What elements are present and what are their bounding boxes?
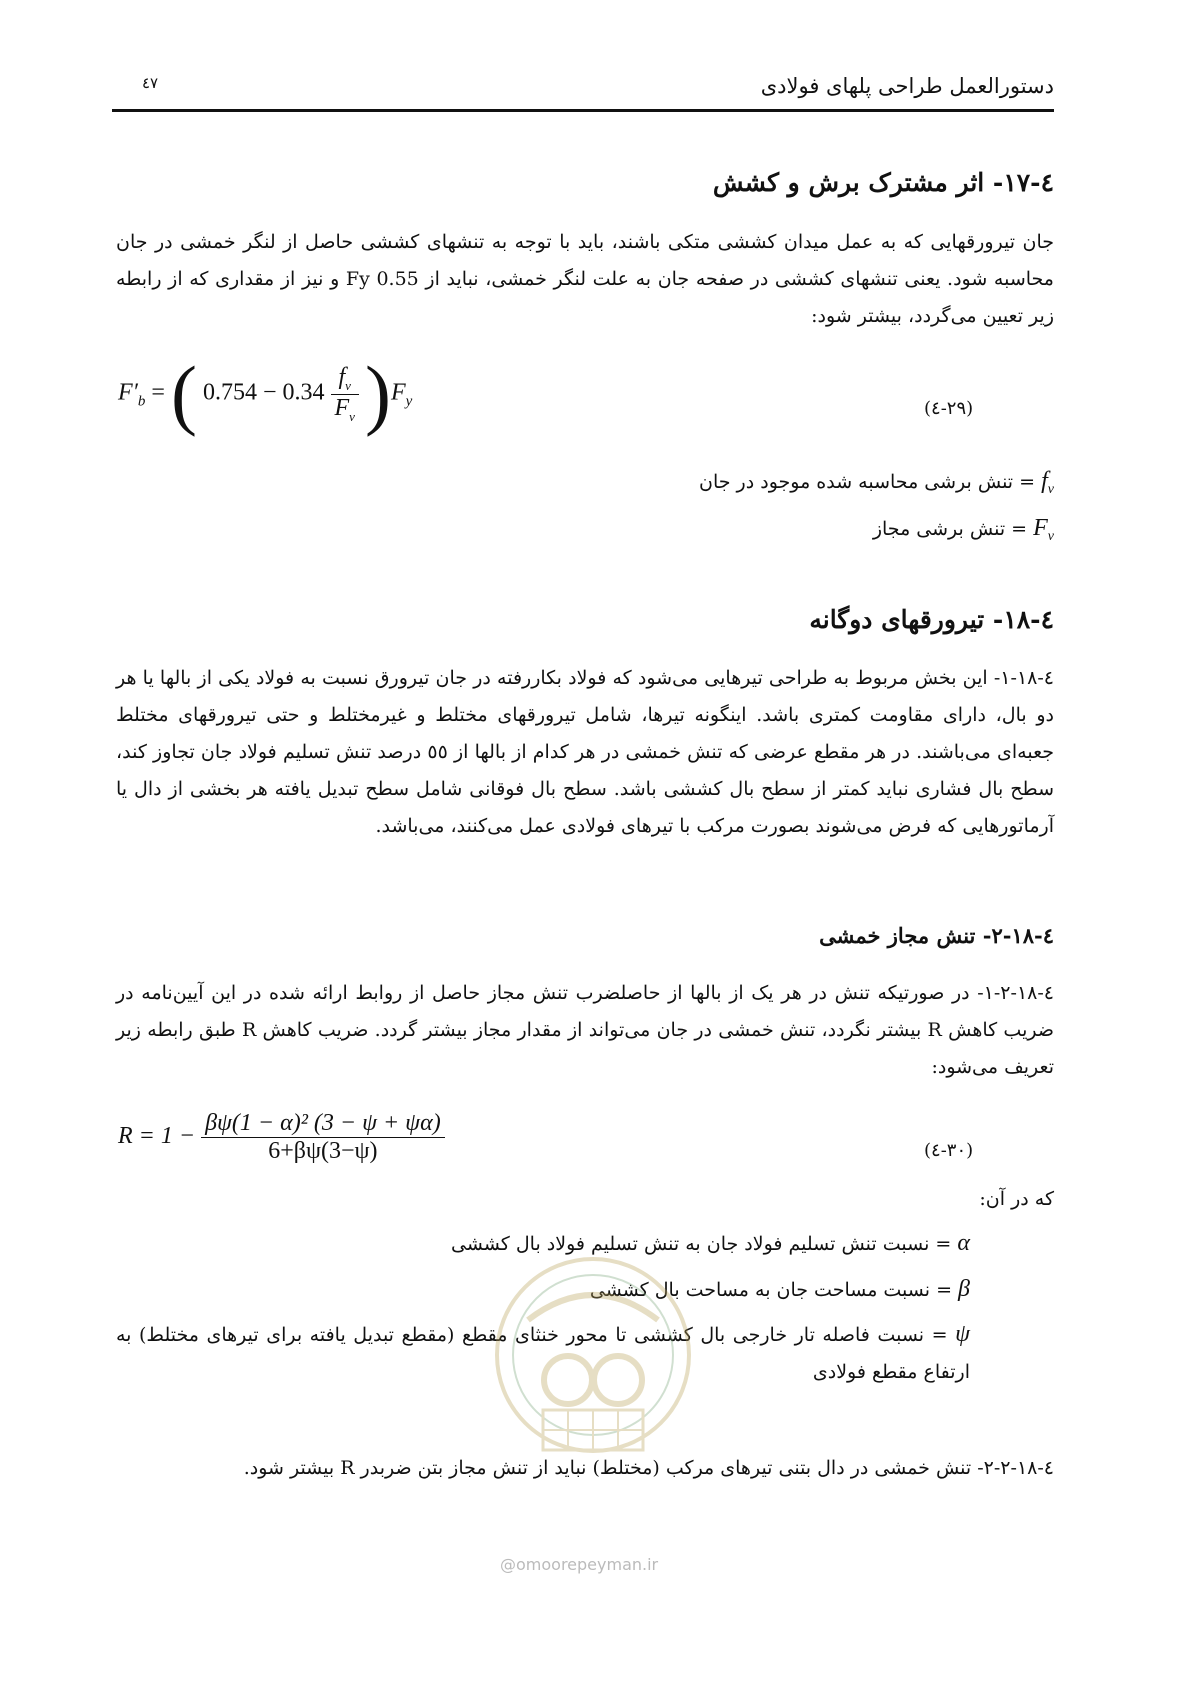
definition-Fv <box>873 515 1054 545</box>
eq30-lhs: R = 1 − <box>118 1123 196 1150</box>
eq29-close-paren: ) <box>364 350 391 437</box>
eq29-equals: = <box>151 379 171 406</box>
section-heading-18: ٤-١٨- تیرورقهای دوگانه <box>809 605 1054 634</box>
def-Fv-sub: v <box>1047 528 1054 544</box>
def-alpha-text: = نسبت تنش تسلیم فولاد جان به تنش تسلیم فولاد بال کششی <box>451 1233 952 1255</box>
equation-number-30: (٣٠-٤) <box>924 1140 974 1161</box>
def-psi-symbol: ψ <box>955 1321 970 1347</box>
def-Fv-symbol: F <box>1033 515 1048 541</box>
watermark-seal-icon <box>488 1250 698 1500</box>
equation-number-29: (٢٩-٤) <box>924 398 974 419</box>
eq29-constant: 0.754 − 0.34 <box>202 379 325 406</box>
header-rule <box>112 109 1054 112</box>
paragraph-18-1: ٤-١٨-١- این بخش مربوط به طراحی تیرهایی می‌شود که فولاد بکاررفته در جان تیرورق نسبت به فولاد یکی از بالها یا هر دو بال، دارای مقاومت کمتری باشد. اینگونه تیرها، شامل تیرورقهای مختلط و غیرمختلط و حتی تیرورقهای مختلط جعبه‌ای می‌باشند. در هر مقطع عرضی که تنش خمشی در هر کدام از بالها از ٥٥ درصد تنش تسلیم فولاد جان تجاوز کند، سطح بال فشاری نباید کمتر از سطح بال کششی باشد. سطح بال فوقانی شامل سطح تبدیل یافته هر بخشی از دال یا آرماتورهایی که فرض می‌شوند بصورت مرکب با تیرهای فولادی عمل می‌کنند، می‌باشد. <box>116 667 1055 837</box>
eq29-num: f <box>338 363 346 390</box>
eq29-open-paren: ( <box>170 350 197 437</box>
def-fv-text: = تنش برشی محاسبه شده موجود در جان <box>699 471 1036 493</box>
eq30-num: βψ(1 − α)² (3 − ψ + ψα) <box>201 1110 445 1138</box>
equation-30 <box>118 1110 445 1165</box>
subsection-heading-18-2: ٤-١٨-٢- تنش مجاز خمشی <box>819 923 1054 948</box>
def-fv-symbol: f <box>1041 468 1048 494</box>
eq29-den-sub: v <box>349 408 355 424</box>
page-number: ٤٧ <box>142 74 159 92</box>
eq29-num-sub: v <box>345 377 351 393</box>
eq29-fraction <box>331 364 359 425</box>
def-fv-sub: v <box>1047 481 1054 497</box>
watermark-site: @omoorepeyman.ir <box>500 1555 659 1574</box>
def-beta-symbol: β <box>958 1276 970 1302</box>
def-beta-text: = نسبت مساحت جان به مساحت بال کششی <box>589 1279 952 1301</box>
def-Fv-text: = تنش برشی مجاز <box>872 518 1028 540</box>
definition-fv <box>699 468 1054 498</box>
paragraph-17: جان تیرورقهایی که به عمل میدان کششی متکی باشند، باید با توجه به تنشهای کششی حاصل از لنگر خمشی در جان محاسبه شود. یعنی تنشهای کششی در صفحه جان به علت لنگر خمشی، نباید از 0.55 Fy و نیز از مقداری که از رابطه زیر تعیین می‌گردد، بیشتر شود: <box>116 231 1054 327</box>
eq29-lhs: F′ <box>118 379 138 406</box>
page-header <box>112 68 1054 112</box>
eq30-den: 6+βψ(3−ψ) <box>268 1138 378 1164</box>
paragraph-18-2-2: ٤-١٨-٢-٢- تنش خمشی در دال بتنی تیرهای مرکب (مختلط) نباید از تنش مجاز بتن ضربدر R بیشتر شود. <box>243 1457 1054 1479</box>
eq29-lhs-sub: b <box>137 393 146 410</box>
eq29-den: F <box>334 394 350 421</box>
eq29-rhs: F <box>390 379 406 406</box>
eq29-rhs-sub: y <box>405 393 413 410</box>
book-title: دستورالعمل طراحی پلهای فولادی <box>760 74 1054 98</box>
def-alpha-symbol: α <box>957 1230 970 1256</box>
equation-29 <box>118 350 413 437</box>
eq30-fraction <box>201 1110 445 1165</box>
where-label: که در آن: <box>979 1188 1054 1210</box>
paragraph-18-2-1: ٤-١٨-٢-١- در صورتیکه تنش در هر یک از بالها از حاصلضرب تنش مجاز حاصل از روابط ارائه شده در این آیین‌نامه در ضریب کاهش R بیشتر نگردد، تنش خمشی در جان می‌تواند از مقدار مجاز بیشتر گردد. ضریب کاهش R طبق رابطه زیر تعریف می‌شود: <box>116 982 1054 1078</box>
def-psi-text: = نسبت فاصله تار خارجی بال کششی تا محور خنثای مقطع (مقطع تبدیل یافته برای تیرهای مختلط) به ارتفاع مقطع فولادی <box>116 1324 970 1383</box>
section-heading-17: ٤-١٧- اثر مشترک برش و کشش <box>712 168 1054 197</box>
